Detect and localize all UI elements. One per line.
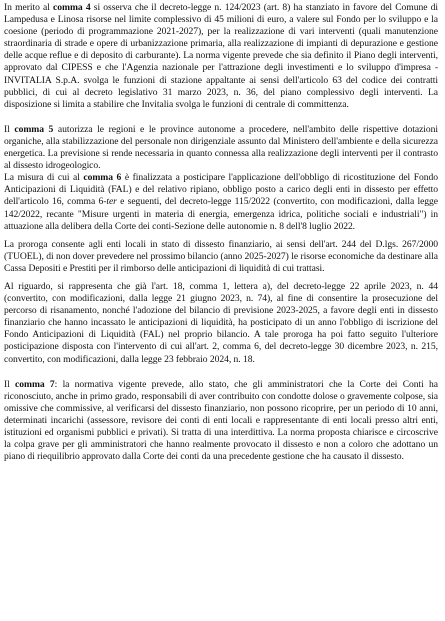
paragraph-comma-6 — [4, 172, 438, 232]
paragraph-al-riguardo — [4, 281, 438, 366]
paragraph-proroga — [4, 239, 438, 275]
comma-4-label: comma 4 — [53, 2, 91, 13]
paragraph-comma-7 — [4, 379, 438, 464]
italic-ter: ter — [106, 196, 117, 208]
comma-7-label: comma 7 — [15, 378, 55, 390]
text-run: La proroga consente agli enti locali in stato di dissesto finanziario, ai sensi dell'art. 244 del D.lgs. 267/2000 (TUOEL), di non dover prevedere nel prossimo bilancio (anno 2025-2027) le risorse economiche da destinare alla Cassa Depositi e Prestiti per il rimborso delle anticipazioni di liquidità di cui trattasi. — [4, 238, 438, 274]
text-run: Il — [4, 123, 15, 135]
paragraph-comma-5 — [4, 124, 438, 172]
text-run: autorizza le regioni e le province autonome a procedere, nell'ambito delle rispettive dotazioni organiche, alla stabilizzazione del personale non dirigenziale assunto dal Ministero dell'ambiente e della sicurezza energetica. La previsione si rende necessaria in quanto connessa alla realizzazione degli interventi per il contrasto al dissesto idrogeologico. — [4, 123, 439, 172]
text-run: Al riguardo, si rappresenta che già l'art. 18, comma 1, lettera a), del decreto-legge 22 aprile 2023, n. 44 (convertito, con modificazioni, dalla legge 21 giugno 2023, n. 74), al fine di consentire la prosecuzione del percorso di risanamento, nonché l'adozione del bilancio di previsione 2023-2025, a favore degli enti in dissesto finanziario che hanno incassato le anticipazioni di liquidità, ha posticipato di un anno l'obbligo di iscrizione del Fondo Anticipazioni di Liquidità (FAL) nel proprio bilancio. A tale proroga ha poi fatto seguito l'ulteriore posticipazione disposta con l'intervento di cui all'art. 2, comma 6, del decreto-legge 30 dicembre 2023, n. 215, convertito, con modificazioni, dalla legge 23 febbraio 2024, n. 18. — [4, 280, 438, 365]
paragraph-comma-4 — [4, 2, 438, 111]
comma-5-label: comma 5 — [14, 123, 54, 135]
text-run: si osserva che il decreto-legge n. 124/2023 (art. 8) ha stanziato in favore del Comune di Lampedusa e Linosa risorse nel limite complessivo di 45 milioni di euro, a valere sul Fondo per lo sviluppo e la coesione (periodo di programmazione 2021-2027), per la realizzazione di vari interventi (quali manutenzione straordinaria di strade e opere di urbanizzazione primaria, alla realizzazione di impianti di depurazione e gestione delle acque reflue e di deposito di carburante). La norma vigente prevede che sia definito il Piano degli interventi, approvato dal CIPESS e che l'Agenzia nazionale per l'attrazione degli investimenti e lo sviluppo d'impresa - INVITALIA S.p.A. svolga le funzioni di stazione appaltante ai sensi dell'articolo 63 del codice dei contratti pubblici, di cui al decreto legislativo 31 marzo 2023, n. 36, del piano complessivo degli interventi. La disposizione si limita a stabilire che Invitalia svolga le funzioni di centrale di committenza. — [4, 2, 438, 110]
text-run: Il — [4, 378, 16, 390]
comma-6-label: comma 6 — [83, 172, 122, 184]
text-run: : la normativa vigente prevede, allo stato, che gli amministratori che la Corte dei Conti ha riconosciuto, anche in primo grado, responsabili di aver contribuito con condotte dolose o gravemente colpose, sia omissive che commissive, al verificarsi del dissesto finanziario, non possono ricoprire, per un periodo di 10 anni, determinati incarichi (assessore, revisore dei conti di enti locali e rappresentante di enti locali presso altri enti, istituzioni ed organismi pubblici e privati). Si tratta di una interdittiva. La norma proposta chiarisce e circoscrive la colpa grave per gli amministratori che hanno realmente provocato il dissesto e non a coloro che adottano un piano di riequilibrio approvato dalla Corte dei conti da una precedente gestione che ha causato il dissesto. — [4, 378, 439, 463]
text-run: è finalizzata a posticipare l'applicazione dell'obbligo di ricostituzione del Fondo Anticipazioni di Liquidità (FAL) e del relativo ripiano, obbligo posto a carico degli enti in dissesto per effetto dell'articolo 16, comma 6- — [4, 172, 438, 208]
text-run: In merito al — [4, 2, 54, 13]
text-run: e seguenti, del decreto-legge 115/2022 (convertito, con modificazioni, dalla legge 142/2022, recante "Misure urgenti in materia di energia, emergenza idrica, politiche sociali e industriali") in attuazione alla delibera della Corte dei conti-Sezione delle autonomie n. 8 dell'8 luglio 2022. — [4, 196, 438, 232]
text-run: La misura di cui al — [4, 172, 84, 184]
